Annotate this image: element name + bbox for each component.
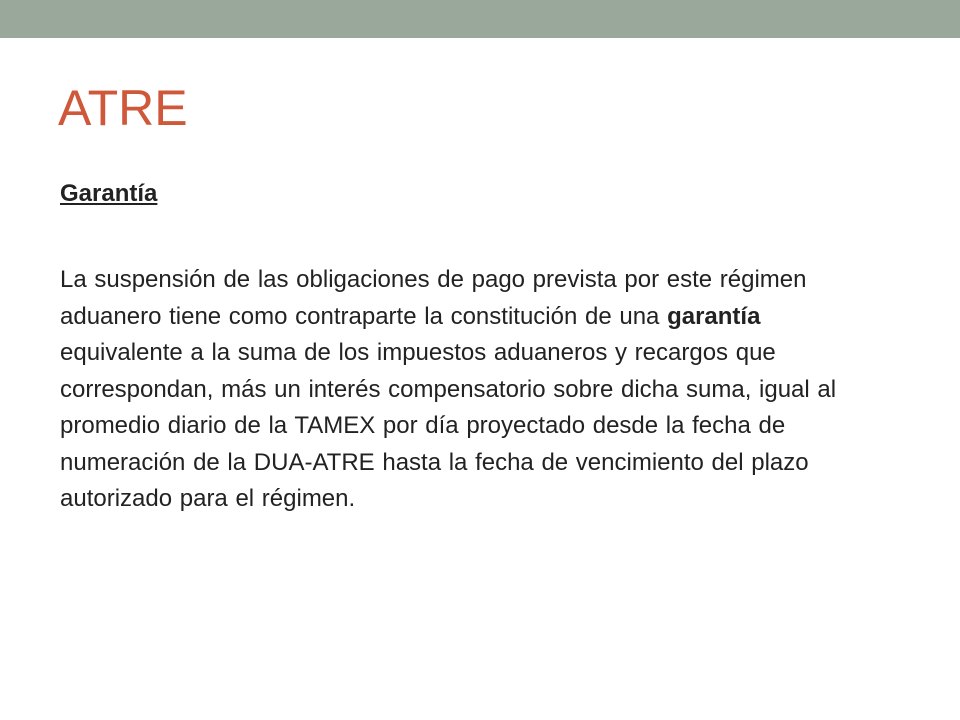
slide-content	[60, 176, 890, 518]
paragraph-emphasis: garantía	[667, 302, 761, 330]
paragraph-text-after: equivalente a la suma de los impuestos aduaneros y recargos que correspondan, más un interés compensatorio sobre dicha suma, igual al promedio diario de la TAMEX por día proyectado desde la fecha de numeración de la DUA-ATRE hasta la fecha de vencimiento del plazo autorizado para el régimen.	[60, 339, 837, 512]
body-paragraph	[60, 262, 890, 518]
slide-subtitle: Garantía	[60, 180, 158, 207]
top-accent-bar	[0, 0, 960, 38]
paragraph-text-before: La suspensión de las obligaciones de pago prevista por este régimen aduanero tiene como contraparte la constitución de una	[60, 266, 807, 330]
slide-title: ATRE	[58, 80, 188, 136]
